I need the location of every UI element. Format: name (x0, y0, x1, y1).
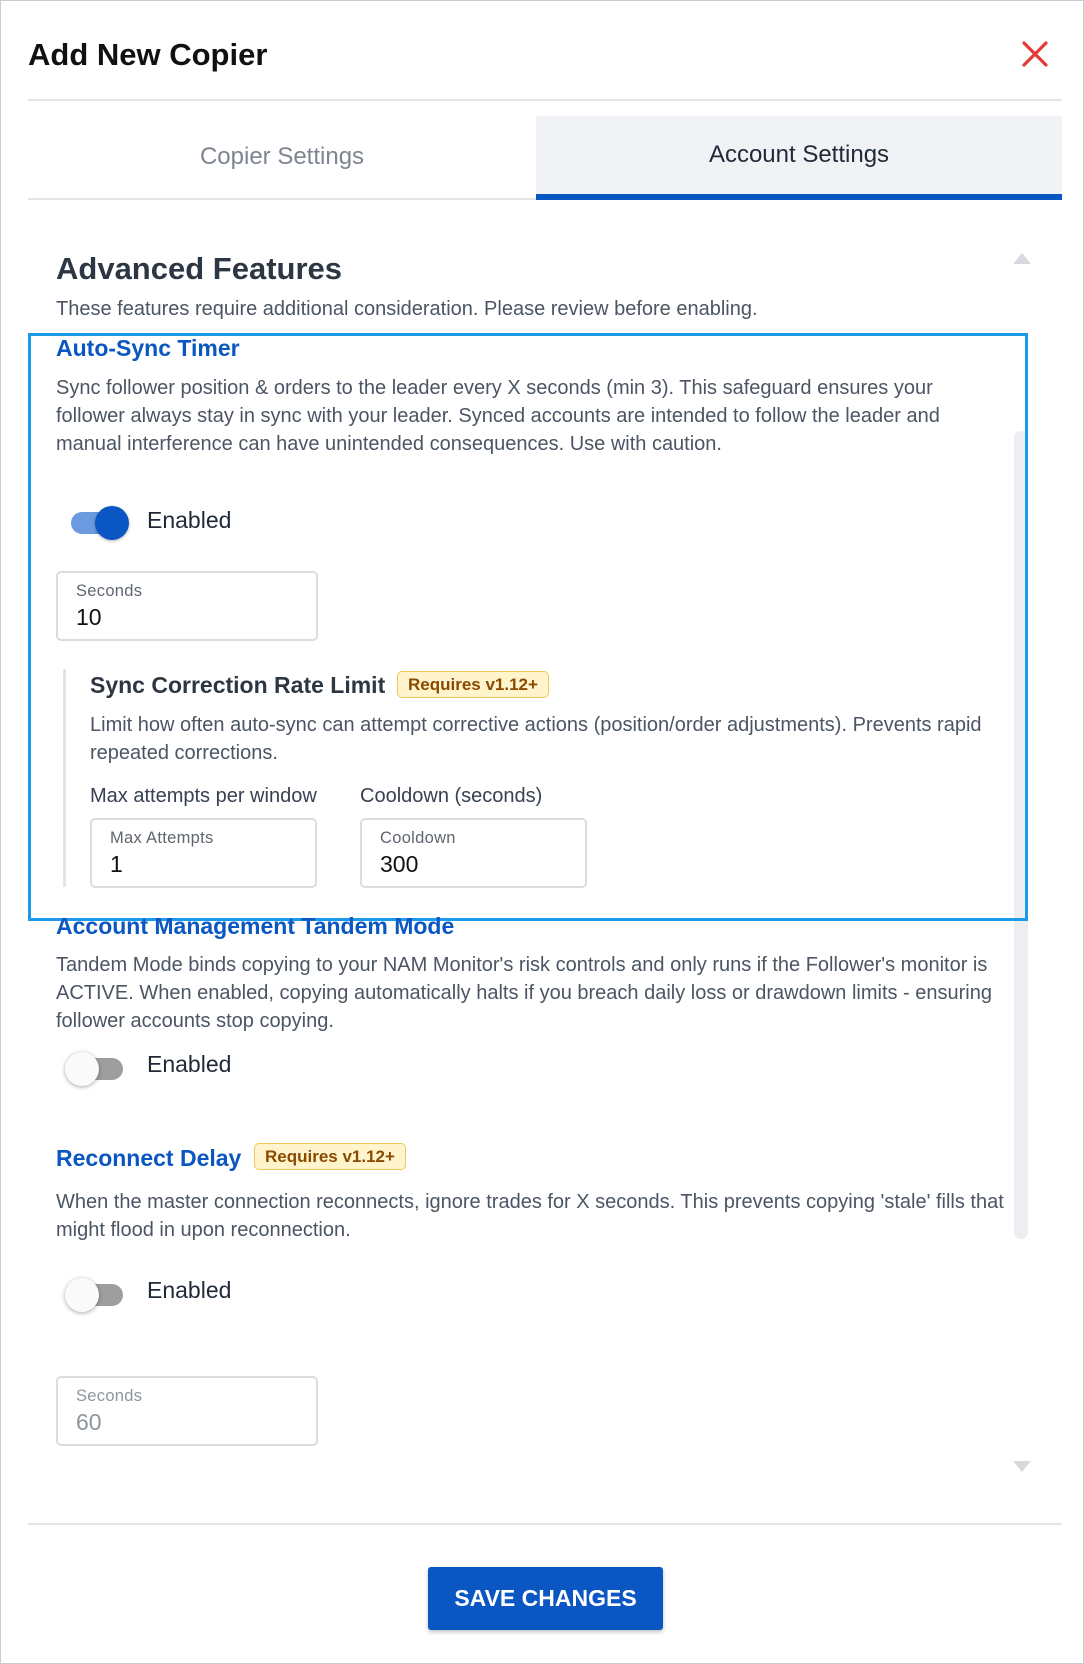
close-icon[interactable] (1020, 39, 1050, 69)
cooldown-caption: Cooldown (seconds) (360, 785, 543, 807)
sync-correction-rate-limit (63, 669, 1003, 887)
seconds-field-value: 10 (76, 604, 102, 630)
reconnect-seconds-input[interactable] (56, 1376, 318, 1446)
tandem-mode-toggle-label: Enabled (147, 1051, 232, 1077)
tandem-mode-toggle[interactable] (65, 1046, 127, 1086)
settings-scroll-area[interactable] (1, 201, 1084, 1521)
max-attempts-field-label: Max Attempts (110, 829, 214, 847)
max-attempts-field-value: 1 (110, 851, 123, 877)
tandem-mode-title: Account Management Tandem Mode (56, 913, 455, 939)
dialog-footer-divider (28, 1523, 1062, 1525)
max-attempts-input[interactable] (90, 818, 317, 888)
seconds-field-value: 60 (76, 1409, 102, 1435)
cooldown-field-label: Cooldown (380, 829, 456, 847)
tab-copier-settings[interactable]: Copier Settings (28, 116, 536, 200)
max-attempts-caption: Max attempts per window (90, 785, 317, 807)
auto-sync-seconds-input[interactable] (56, 571, 318, 641)
toggle-knob (95, 506, 129, 540)
reconnect-delay-title: Reconnect Delay (56, 1145, 242, 1171)
cooldown-field-value: 300 (380, 851, 419, 877)
reconnect-delay-toggle-label: Enabled (147, 1277, 232, 1303)
reconnect-delay-version-badge: Requires v1.12+ (254, 1143, 406, 1170)
dialog-header (28, 1, 1062, 101)
advanced-features-subtitle: These features require additional consideration. Please review before enabling. (56, 298, 758, 320)
rate-limit-version-badge: Requires v1.12+ (397, 671, 549, 698)
toggle-knob (65, 1278, 99, 1312)
reconnect-delay-description: When the master connection reconnects, ignore trades for X seconds. This prevents copying 'stale' fills that might flood in upon reconnection. (56, 1191, 1004, 1241)
scroll-down-arrow-icon[interactable] (1013, 1461, 1031, 1472)
rate-limit-description: Limit how often auto-sync can attempt corrective actions (position/order adjustments). Prevents rapid repeated corrections. (90, 714, 982, 764)
tab-bar (28, 116, 1062, 200)
tab-account-settings[interactable]: Account Settings (536, 116, 1062, 200)
reconnect-delay-toggle[interactable] (65, 1272, 127, 1312)
dialog-title: Add New Copier (28, 37, 268, 72)
auto-sync-toggle-label: Enabled (147, 507, 232, 533)
tandem-mode-description: Tandem Mode binds copying to your NAM Monitor's risk controls and only runs if the Follower's monitor is ACTIVE. When enabled, copying automatically halts if you breach daily loss or drawdown limits - ensuring follower accounts stop copying. (56, 954, 992, 1032)
auto-sync-title: Auto-Sync Timer (56, 335, 240, 361)
seconds-field-label: Seconds (76, 582, 143, 600)
auto-sync-description: Sync follower position & orders to the leader every X seconds (min 3). This safeguard ensures your follower always stay in sync with your leader. Synced accounts are intended to follow the leader and manual interference can have unintended consequences. Use with caution. (56, 377, 940, 455)
scroll-up-arrow-icon[interactable] (1013, 253, 1031, 264)
advanced-features-title: Advanced Features (56, 251, 342, 286)
toggle-knob (65, 1052, 99, 1086)
auto-sync-toggle[interactable] (67, 500, 129, 540)
rate-limit-title: Sync Correction Rate Limit (90, 672, 386, 698)
save-changes-button[interactable]: SAVE CHANGES (428, 1567, 663, 1630)
seconds-field-label: Seconds (76, 1387, 143, 1405)
cooldown-input[interactable] (360, 818, 587, 888)
